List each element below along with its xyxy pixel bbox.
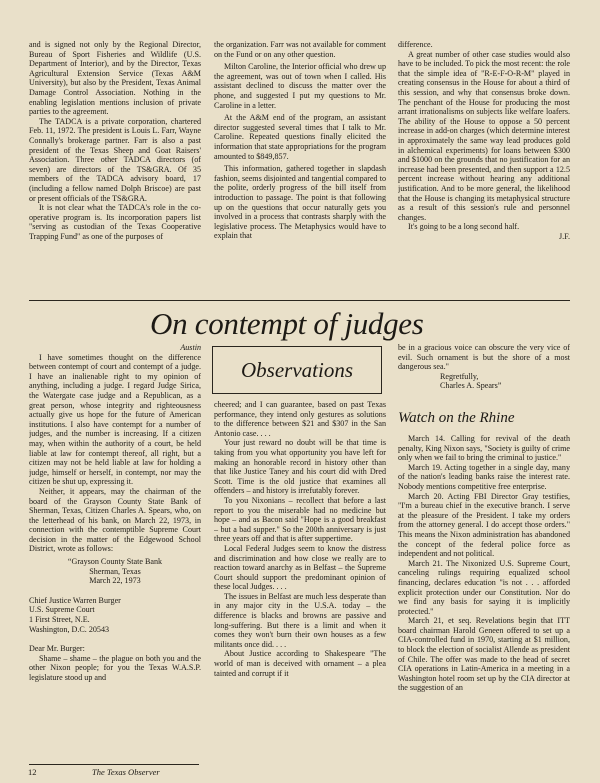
salutation: Dear Mr. Burger:: [29, 644, 85, 654]
paragraph: the organization. Farr was not available for comment on the Fund or on any other question.: [214, 40, 386, 59]
paragraph: March 21, et seq. Revelations begin that ITT board chairman Harold Geneen offered to set up a CIA-controlled fund in 1970, starting at $1 million, to block the election of socialist Allende as president of Chile. The offer was made to the head of secret CIA operations in Latin-America in a meeting in a Washington hotel room set up by the CIA director at the suggestion of an: [398, 616, 570, 693]
paragraph: This information, gathered together in slapdash fashion, seems disjointed and tangential compared to the polite, orderly progress of the bill itself from introduction to passage. The point is that following up on the questions that occur naturally gets you involved in a process that contrasts sharply with the legislative process. The Metaphysics would have to explain that: [214, 164, 386, 241]
letter-column-1: [29, 343, 201, 763]
rhine-heading: Watch on the Rhine: [398, 410, 515, 426]
page-number: 12: [28, 767, 37, 777]
paragraph: A great number of other case studies would also have to be included. To pick the most recent: the role that the simple idea of "R-E-F-O-R-M" played in creating consensus in the House for about a third of this session, and why that consensus broke down. The penchant of the House for producing the most arrant irrationalisms on subjects like welfare loafers. The ability of the House to oppose a 50 percent increase in add-on charges (which determine interest in approximately the same way lead produces gold in alchemical experiments) for loans between $300 and $1000 on the grounds that no justification for an increase had been presented, and then support a 12.5 percent increase without hearing any additional justification. And to be more general, the likelihood that the House is changing its metaphysical structure as a result of this session's rule and personnel changes.: [398, 49, 570, 222]
paragraph: March 14. Calling for revival of the death penalty, King Nixon says, "Society is guilty of crime only when we fail to bring the criminal to justice.": [398, 434, 570, 463]
address-line: Washington, D.C. 20543: [29, 624, 110, 634]
paragraph: March 21. The Nixonized U.S. Supreme Court, canceling rulings requiring equalized school financing, declares education "is not . . . afforded explicit protection under our Constitution. Nor do we find any basis for saying it is implicitly protected.": [398, 558, 570, 616]
paragraph: difference.: [398, 40, 433, 49]
address-line: U.S. Supreme Court: [29, 605, 95, 615]
observations-label: Observations: [241, 357, 353, 382]
paragraph: March 19. Acting together in a single day, many of the nation's leading banks raise the interest rate. Nobody mentions competitive free enterprise.: [398, 462, 570, 491]
address-line: 1 First Street, N.E.: [29, 615, 90, 625]
closing: Regretfully,: [440, 371, 479, 381]
paragraph: Local Federal Judges seem to know the distress and discrimination and how close we really are to reaction toward anarchy as in Belfast – the Supreme Court should support the predominant opinion of these local Judges. . . .: [214, 543, 386, 592]
address-line: Chief Justice Warren Burger: [29, 595, 121, 605]
section-divider: [29, 300, 570, 301]
letter-column-3-ending: [398, 343, 570, 403]
signer: Charles A. Spears”: [440, 381, 502, 391]
paragraph: The TADCA is a private corporation, chartered Feb. 11, 1972. The president is Louis L. Farr, Wayne Connally's brokerage partner. Farr is also a past president of the Texas Sheep and Goat Raisers' Association. Three other TADCA directors (of seven) are directors of the TS&GRA. Of 35 members of the TADCA advisory board, 17 (including a fellow named Dolph Briscoe) are past or present officials of the TS&GRA.: [29, 116, 201, 203]
paragraph: Shame – shame – the plague on both you and the other Nixon people; for you the Texas W.A.S.P. legislature stood up and: [29, 653, 201, 682]
author-initials: J.F.: [558, 231, 570, 241]
paragraph: About Justice according to Shakespeare "The world of man is deceived with ornament – a plea tainted and corrupt if it: [214, 649, 386, 678]
bank-line: “Grayson County State Bank: [67, 557, 163, 567]
top-column-1: [29, 40, 201, 298]
publication-name: The Texas Observer: [92, 767, 160, 777]
observations-box: [212, 346, 382, 394]
paragraph: Neither, it appears, may the chairman of the board of the Grayson County State Bank of Sherman, Texas, Citizen Charles A. Spears, who, on the letterhead of his bank, on March 22, 1973, in connection with the contemptible Supreme Court decision in the matter of the Edgewood School District, wrote as follows:: [29, 486, 201, 554]
top-column-3: [398, 40, 570, 298]
paragraph: It is not clear what the TADCA's role in the co-operative program is. Its incorporation papers list "serving as custodian of the Texas Cooperative Trapping Fund" as one of the purposes of: [29, 203, 201, 241]
rhine-column: [398, 434, 570, 763]
paragraph: March 20. Acting FBI Director Gray testifies, "I'm a bureau chief in the executive branch. I serve at the pleasure of the President. I take my orders from the attorney general. I do accept those orders." This means the Nixon administration has abandoned the concept of the federal police force as independent and not political.: [398, 491, 570, 559]
paragraph: At the A&M end of the program, an assistant director suggested several times that I talk to Mr. Caroline. Repeated questions finally elicited the information that state appropriations for the program amounted to $849,857.: [214, 113, 386, 161]
footer-rule: [29, 764, 199, 765]
top-column-2: [214, 40, 386, 298]
paragraph: It's going to be a long second half.: [408, 222, 520, 232]
bank-line: Sherman, Texas: [89, 566, 141, 576]
paragraph: cheered; and I can guarantee, based on past Texas performance, they intend only gestures as solutions to the difference between $21 and $307 in the San Antonio case. . . .: [214, 400, 386, 438]
letter-column-2: [214, 400, 386, 763]
paragraph: To you Nixonians – recollect that before a last report to you the miserable had no medicine but hope – and as Bacon said "Hope is a good breakfast – but a bad supper." So the 200th anniversary is just three years off and that is after suppertime.: [214, 495, 386, 544]
paragraph: Milton Caroline, the Interior official who drew up the agreement, was out of town when I called. His assistant declined to discuss the matter over the phone, and suggested I put my questions to Mr. Caroline in a letter.: [214, 62, 386, 110]
paragraph: be in a gracious voice can obscure the very vice of evil. Such ornament is but the shore of a most dangerous sea.": [398, 343, 570, 372]
paragraph: The issues in Belfast are much less desperate than in any major city in the U.S.A. today – the difference is blacks and browns are passive and long-suffering. But there is a limit and when it comes they won't burn their own houses as a few militants once did. . . .: [214, 591, 386, 649]
headline: On contempt of judges: [150, 306, 424, 341]
paragraph: Your just reward no doubt will be that time is taking from you what opportunity you have left for making an honorable record in history other than that like Justice Taney and his court did with Dred Scott. Time is the old justice that examines all offenders – and history is irrefutably forever.: [214, 438, 386, 496]
bank-line: March 22, 1973: [89, 576, 141, 586]
dateline: Austin: [180, 343, 201, 352]
paragraph: I have sometimes thought on the difference between contempt of court and contempt of a judge. I have an inalienable right to my opinion of anything, including a judge. I regard Judge Sirica, the Watergate case judge and a Republican, as a great person, whose integrity and righteousness actually give us hope for the future of American institutions. I also have contempt for a number of judges, and the number is increasing. If a citizen may, when within the authority of a court, be held liable at law for contempt thereof, all right, but a citizen may not be held liable at law for holding a judge, himself or herself, in contempt, nor may the citizen be shut up, expressing it.: [29, 352, 201, 487]
paragraph: and is signed not only by the Regional Director, Bureau of Sport Fisheries and Wildlife (U.S. Department of Interior), and by the Director, Texas Agricultural Extension Service (Texas A&M University), but also by the President, Texas Animal Damage Control Association. Nothing in the enabling legislation mentions inclusion of private parties to the agreement.: [29, 40, 201, 117]
